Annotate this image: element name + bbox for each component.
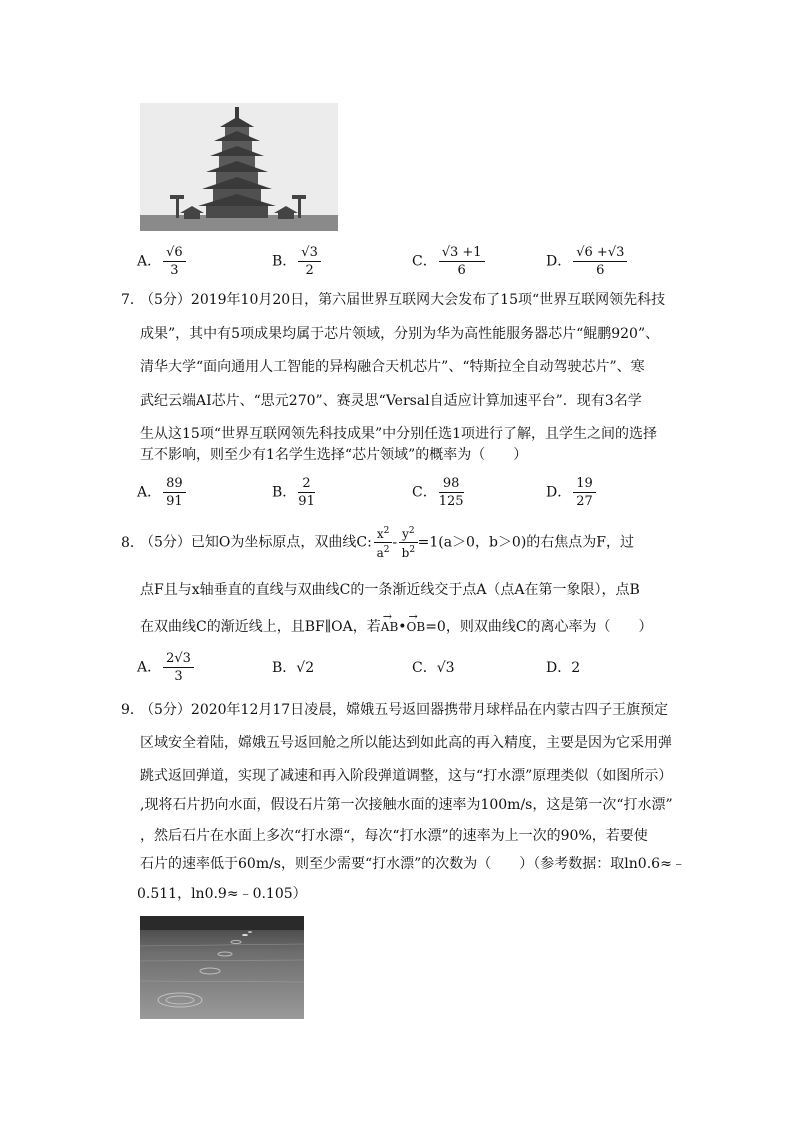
- hyperbola-y-term: $\frac{y^2}{b^2}$: [399, 524, 418, 561]
- q9-text-line: ，然后石片在水面上多次“打水漂“，每次“打水漂”的速率为上一次的90%，若要使: [140, 828, 648, 844]
- numerator: √6: [163, 244, 186, 262]
- q8-option-b[interactable]: [272, 657, 314, 677]
- denominator: 27: [576, 494, 593, 509]
- q7-text-line: 武纪云端AI芯片、“思元270”、赛灵思“Versal自适应计算加速平台”．现有3名学: [140, 393, 642, 409]
- question-number: 9．: [121, 702, 144, 718]
- q9-text-line: 石片的速率低于60m/s，则至少需要“打水漂”的次数为（ ）（参考数据：取ln0.6≈﹣: [140, 856, 686, 872]
- q7-text-line: 清华大学“面向通用人工智能的异构融合天机芯片”、“特斯拉全自动驾驶芯片”、寒: [140, 359, 645, 375]
- fraction: [163, 650, 194, 685]
- question-number: 8．: [121, 535, 144, 551]
- q6-option-c[interactable]: [412, 244, 485, 279]
- fraction: [573, 475, 596, 510]
- option-label: D．: [546, 484, 572, 501]
- fraction: [298, 475, 315, 510]
- q7-text-line: 生从这15项“世界互联网领先科技成果”中分别任选1项进行了解，且学生之间的选择: [140, 426, 658, 442]
- q8-text-line-3: [140, 617, 653, 637]
- q9-text-line: 区域安全着陆，嫦娥五号返回舱之所以能达到如此高的再入精度，主要是因为它采用弹: [140, 735, 672, 751]
- option-label: C．: [412, 660, 437, 676]
- option-label: A．: [137, 253, 162, 270]
- stone-skipping-photo: [140, 916, 304, 1019]
- q7-text-line: （5分）2019年10月20日，第六届世界互联网大会发布了15项“世界互联网领先科技: [140, 292, 666, 308]
- q7-option-a[interactable]: [137, 475, 186, 510]
- q7-option-b[interactable]: [272, 475, 315, 510]
- q8-text: 在双曲线C的渐近线上，且BF∥OA，若: [140, 619, 381, 635]
- option-value: √3: [436, 660, 455, 676]
- denominator: 6: [457, 263, 466, 278]
- option-label: B．: [272, 253, 297, 270]
- question-number: 7．: [121, 292, 144, 308]
- denominator: 3: [174, 669, 183, 684]
- vector-ob: → OB: [407, 617, 426, 637]
- denominator: 2: [305, 263, 314, 278]
- numerator: 19: [573, 475, 596, 493]
- q6-option-d[interactable]: [546, 244, 627, 279]
- q8-option-a[interactable]: [137, 650, 194, 685]
- q8-text-line-2: 点F且与x轴垂直的直线与双曲线C的一条渐近线交于点A（点A在第一象限），点B: [140, 582, 640, 598]
- q9-text-line: ,现将石片扔向水面，假设石片第一次接触水面的速率为100m/s，这是第一次“打水漂”: [140, 797, 673, 813]
- q8-text: （5分）已知O为坐标原点，双曲线C:: [140, 534, 372, 551]
- q8-option-d[interactable]: [546, 657, 580, 677]
- q7-text-line: 成果”，其中有5项成果均属于芯片领域，分别为华为高性能服务器芯片“鲲鹏920”、: [140, 326, 660, 342]
- q8-text-line-1: （5分）已知O为坐标原点，双曲线C: $\frac{x^2}{a^2}$ - $\frac{y^2}{b^2}$ =1(a＞0，b＞0)的右焦点为F，过: [140, 526, 634, 560]
- fraction: [163, 244, 186, 279]
- option-label: B．: [272, 660, 297, 676]
- pagoda-photo: [140, 103, 338, 231]
- numerator: 2√3: [163, 650, 194, 668]
- option-label: C．: [412, 253, 437, 270]
- q7-option-d[interactable]: [546, 475, 596, 510]
- q8-option-c[interactable]: [412, 657, 455, 677]
- option-label: B．: [272, 484, 297, 501]
- fraction: [439, 244, 485, 279]
- numerator: 89: [163, 475, 186, 493]
- option-label: D．: [546, 660, 572, 676]
- numerator: 98: [439, 475, 464, 493]
- denominator: 91: [298, 494, 315, 509]
- fraction: [439, 475, 464, 510]
- denominator: 3: [170, 263, 179, 278]
- denominator: 91: [166, 494, 183, 509]
- numerator: √3: [298, 244, 321, 262]
- q8-text: =0，则双曲线C的离心率为（ ）: [425, 619, 653, 635]
- q6-option-a[interactable]: [137, 244, 186, 279]
- q9-text-line: 0.511，ln0.9≈﹣0.105）: [137, 886, 307, 902]
- option-label: A．: [137, 484, 162, 501]
- fraction: [163, 475, 186, 510]
- numerator: √3 +1: [439, 244, 485, 262]
- numerator: √6 +√3: [573, 244, 627, 262]
- q9-text-line: （5分）2020年12月17日凌晨，嫦娥五号返回器携带月球样品在内蒙古四子王旗预定: [140, 702, 669, 718]
- q6-option-b[interactable]: [272, 244, 321, 279]
- fraction: [298, 244, 321, 279]
- q7-text-line: 互不影响，则至少有1名学生选择“芯片领域”的概率为（ ）: [140, 447, 528, 463]
- option-value: 2: [571, 660, 581, 676]
- dot-operator: •: [398, 619, 407, 635]
- numerator: 2: [298, 475, 315, 493]
- fraction: [573, 244, 627, 279]
- q9-text-line: 跳式返回弹道，实现了减速和再入阶段弹道调整，这与“打水漂”原理类似（如图所示）: [140, 768, 673, 784]
- q7-option-c[interactable]: [412, 475, 464, 510]
- option-label: C．: [412, 484, 437, 501]
- vector-ab: → AB: [381, 617, 398, 637]
- denominator: 125: [438, 494, 464, 509]
- option-value: √2: [296, 660, 315, 676]
- hyperbola-x-term: $\frac{x^2}{a^2}$: [374, 524, 393, 561]
- option-label: D．: [546, 253, 572, 270]
- option-label: A．: [137, 659, 162, 676]
- denominator: 6: [596, 263, 605, 278]
- q8-text: =1(a＞0，b＞0)的右焦点为F，过: [417, 534, 634, 551]
